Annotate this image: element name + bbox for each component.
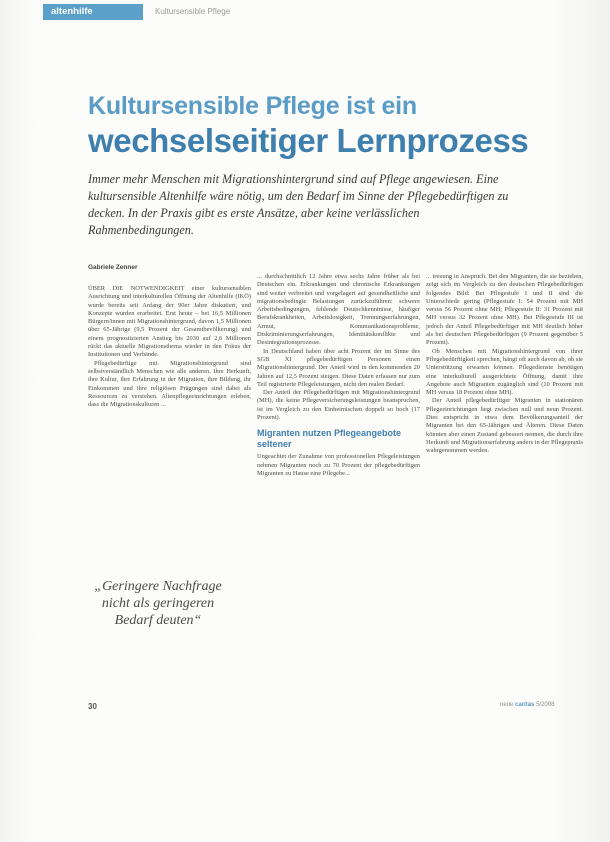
body-paragraph: Ob Menschen mit Migrationshintergrund von ihrer Pflegebedürftigkeit sprechen, hängt oft auch davon ab, ob sie Unterstützung erwarten können. Pflegedienste benötigen eine interkulturell ausgerichtete Öffnung, damit ihre Angebote auch Migranten zugänglich sind (10 Prozent mit MH versus 18 Prozent ohne MH).	[426, 347, 583, 397]
page-number: 30	[88, 702, 97, 711]
subheading: Migranten nutzen Pflegeangebote seltener	[257, 428, 402, 450]
body-paragraph: Pflegebedürftige mit Migrationshintergrund sind selbstverständlich Menschen wie alle anderen. Ihre Herkunft, ihre Kultur, ihre Erfahrung in der Migration, ihre Bildung, ihr Einkommen und ihre religiösen Prägungen sind dabei als Ressourcen zu verstehen. Altenpflegeeinrichtungen erleben, dass die Migrationskulturen ...	[88, 359, 251, 409]
body-paragraph: In Deutschland haben über acht Prozent der im Sinne des SGB XI pflegebedürftigen Personen einen Migrationshintergrund. Der Anteil wird in den kommenden 20 Jahren auf 12,5 Prozent steigen. Diese Daten erfassen nur zum Teil registrierte Pflegeleistungen, nicht den realen Bedarf.	[257, 347, 420, 388]
body-column-2	[257, 273, 420, 478]
body-column-1	[88, 285, 251, 409]
author-byline: Gabriele Zenner	[88, 264, 138, 271]
section-tab: altenhilfe	[43, 4, 143, 20]
article-title-line2: wechselseitiger Lernprozess	[88, 122, 529, 159]
body-column-3	[426, 273, 583, 456]
magazine-issue: 5/2008	[536, 702, 555, 708]
body-paragraph: ÜBER DIE NOTWENDIGKEIT einer kultursensiblen Ausrichtung und interkulturellen Öffnung der Altenhilfe (IKÖ) wurde bereits seit Anfang der 90er Jahre diskutiert, und Konzepte wurden erarbeitet. Erst heute – bei 16,5 Millionen Bürgern/innen mit Migrationshintergrund, davon 1,5 Millionen über 65-Jährige (9,5 Prozent der Gesamtbevölkerung) und einem prognostizierten Anstieg bis 2030 auf 2,6 Millionen rückt das aktuelle Migrationsthema wieder in den Fokus der Institutionen und Verbände.	[88, 285, 251, 359]
body-paragraph: Der Anteil der Pflegebedürftigen mit Migrationshintergrund (MH), die keine Pflegeversicherungsleistungen beanspruchen, ist im Vergleich zu den Einheimischen doppelt so hoch (17 Prozent).	[257, 389, 420, 422]
pull-quote: „Geringere Nachfrage nicht als geringeren Bedarf deuten“	[94, 579, 222, 628]
magazine-footer	[500, 702, 554, 708]
body-paragraph: Ungeachtet der Zunahme von professionellen Pflegeleistungen nehmen Migranten noch zu 70 Prozent der pflegebedürftigen Migranten zu Hause eine Pflegebe...	[257, 453, 420, 477]
article-title-line1: Kultursensible Pflege ist ein	[88, 92, 418, 120]
body-paragraph: ... treuung in Anspruch. Bei den Migranten, die sie beziehen, zeigt sich im Vergleich zu den deutschen Pflegebedürftigen folgendes Bild: Bei Pflegestufe I und II sind die Unterschiede gering (Pflegestufe I: 54 Prozent mit MH versus 56 Prozent ohne MH; Pflegestufe II: 31 Prozent mit MH versus 32 Prozent ohne MH). Bei Pflegestufe III ist jedoch der Anteil Pflegebedürftiger mit MH deutlich höher als bei deutschen Pflegebedürftigen (9 Prozent gegenüber 5 Prozent).	[426, 273, 583, 347]
section-title: Kultursensible Pflege	[155, 7, 231, 16]
body-paragraph: Der Anteil pflegebedürftiger Migranten in stationären Pflegeeinrichtungen liegt zwischen null und neun Prozent. Dies entspricht in etwa dem Bevölkerungsanteil der Migranten bei den 65-Jährigen und Älteren. Diese Daten könnten aber einen Zustand gebessert nennen, die durch ihre Herkunft und Migrationserfahrung anders in der Pflegepraxis wahrgenommen werden.	[426, 397, 583, 455]
magazine-name: caritas	[515, 702, 535, 708]
body-paragraph: ... durchschnittlich 12 Jahre etwa sechs Jahre früher als bei Deutschen ein. Erkrankungen und chronische Erkrankungen sind weiter verbreitet und vorgelagert auf gesundheitliche und migrationsbedingte Belastungen zurückzuführen: schwere Arbeitsbedingungen, fehlende Deutschkenntnisse, häufiger Berufskrankheiten, Arbeitslosigkeit, Trennungserfahrungen, Armut, Kommunikationsprobleme, Diskriminierungserfahrungen, Identitätskonflikte und Desintegrationsprozesse.	[257, 273, 420, 347]
magazine-prefix: neue	[500, 702, 514, 708]
article-lead: Immer mehr Menschen mit Migrationshintergrund sind auf Pflege angewiesen. Eine kultursensible Altenhilfe wäre nötig, um den Bedarf im Sinne der Pflegebedürftigen zu decken. In der Praxis gibt es erste Ansätze, aber keine verlässlichen Rahmenbedingungen.	[88, 172, 509, 237]
